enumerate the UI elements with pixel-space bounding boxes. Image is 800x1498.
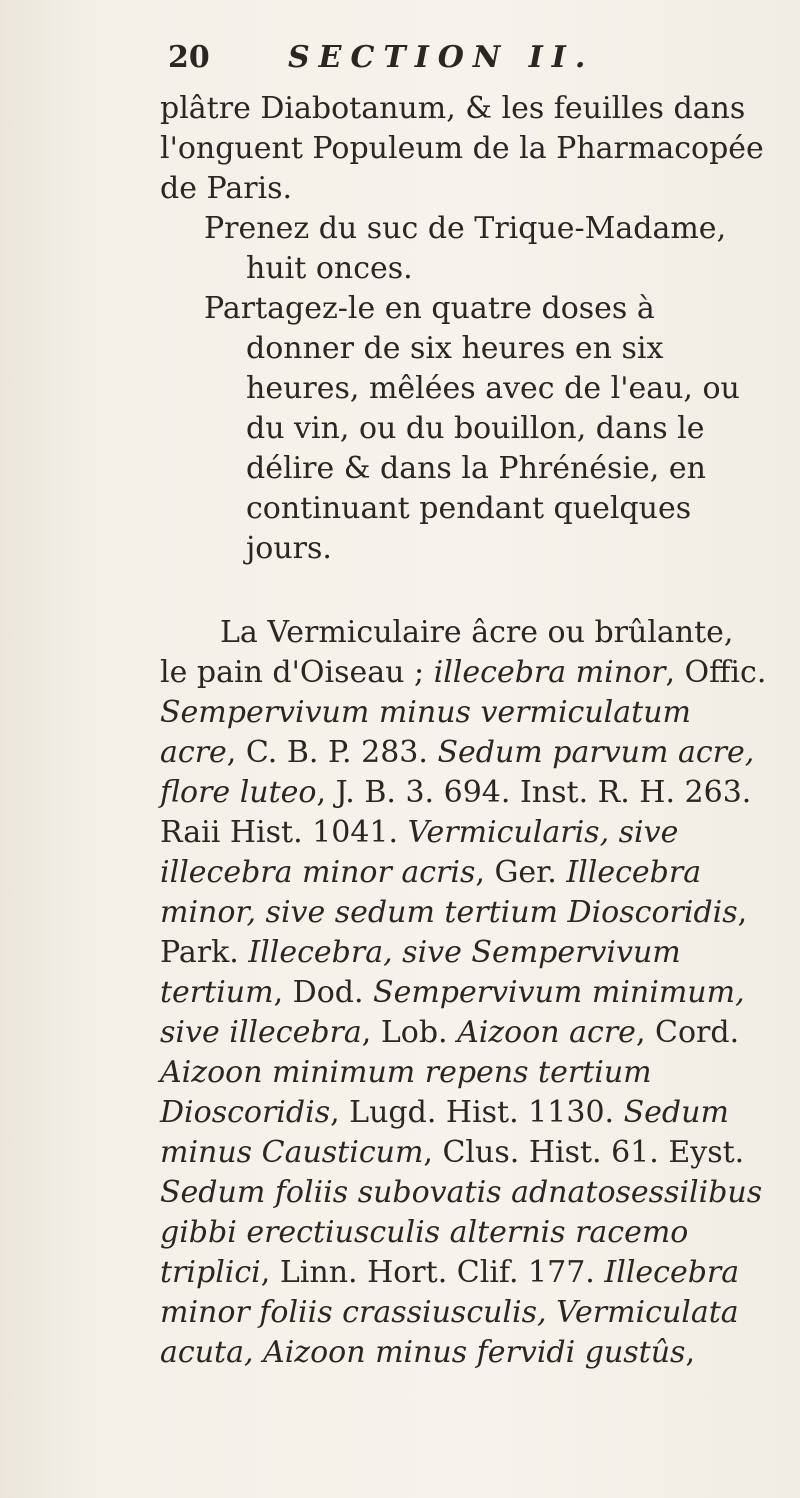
paragraph-continuation: plâtre Diabotanum, & les feuilles dans l'onguent Populeum de la Pharmacopée de Paris. (160, 91, 764, 206)
syn-latin: Illecebra, sive Sempervivum tertium (160, 935, 681, 1010)
page-header (168, 40, 770, 75)
syn-latin: Sedum minus Causticum (160, 1095, 729, 1170)
syn-latin: Illecebra minor foliis crassiusculis, Vermiculata acuta, Aizoon minus fervidi gustûs (160, 1255, 740, 1370)
syn-text: , Cord. (635, 1015, 740, 1050)
syn-latin: Illecebra minor, sive sedum tertium Dioscoridis (160, 855, 738, 930)
syn-latin: Vermicularis, sive illecebra minor acris (160, 815, 679, 890)
syn-latin: Sempervivum minus vermiculatum acre (160, 695, 691, 770)
page-number: 20 (168, 40, 210, 75)
recipe-line-1: Prenez du suc de Trique-Madame, huit onces. (204, 211, 727, 286)
syn-text: , Dod. (273, 975, 374, 1010)
syn-latin: Sedum parvum acre, flore luteo (160, 735, 755, 810)
syn-text: , (685, 1335, 696, 1370)
syn-latin: Sempervivum minimum, sive illecebra (160, 975, 745, 1050)
synonymy-paragraph (160, 613, 770, 1373)
syn-text: , Ger. (475, 855, 567, 890)
paragraph-gap (160, 569, 770, 613)
syn-text: , Lob. (361, 1015, 458, 1050)
syn-text: , J. B. 3. 694. Inst. R. H. 263. Raii Hist. 1041. (160, 775, 752, 850)
syn-text: , Park. (160, 895, 748, 970)
syn-text: , Lugd. Hist. 1130. (330, 1095, 624, 1130)
syn-text: , Clus. Hist. 61. Eyst. (423, 1135, 745, 1170)
recipe-line-2: Partagez-le en quatre doses à donner de six heures en six heures, mêlées avec de l'eau, ou du vin, ou du bouillon, dans le délire & dans la Phrénésie, en continuant pendant quelques jours. (204, 291, 740, 566)
syn-latin: Sedum foliis subovatis adnatosessilibus gibbi erectiusculis alternis racemo triplici (160, 1175, 763, 1290)
syn-text: La Vermiculaire âcre ou brûlante, le pain d'Oiseau ; (160, 615, 734, 690)
syn-text: , Offic. (665, 655, 767, 690)
syn-latin: Aizoon acre (457, 1015, 636, 1050)
running-head: SECTION II. (288, 40, 595, 75)
syn-latin: Aizoon minimum repens tertium Dioscoridis (160, 1055, 652, 1130)
syn-latin: illecebra minor (433, 655, 666, 690)
syn-text: , C. B. P. 283. (226, 735, 438, 770)
syn-text: , Linn. Hort. Clif. 177. (260, 1255, 605, 1290)
